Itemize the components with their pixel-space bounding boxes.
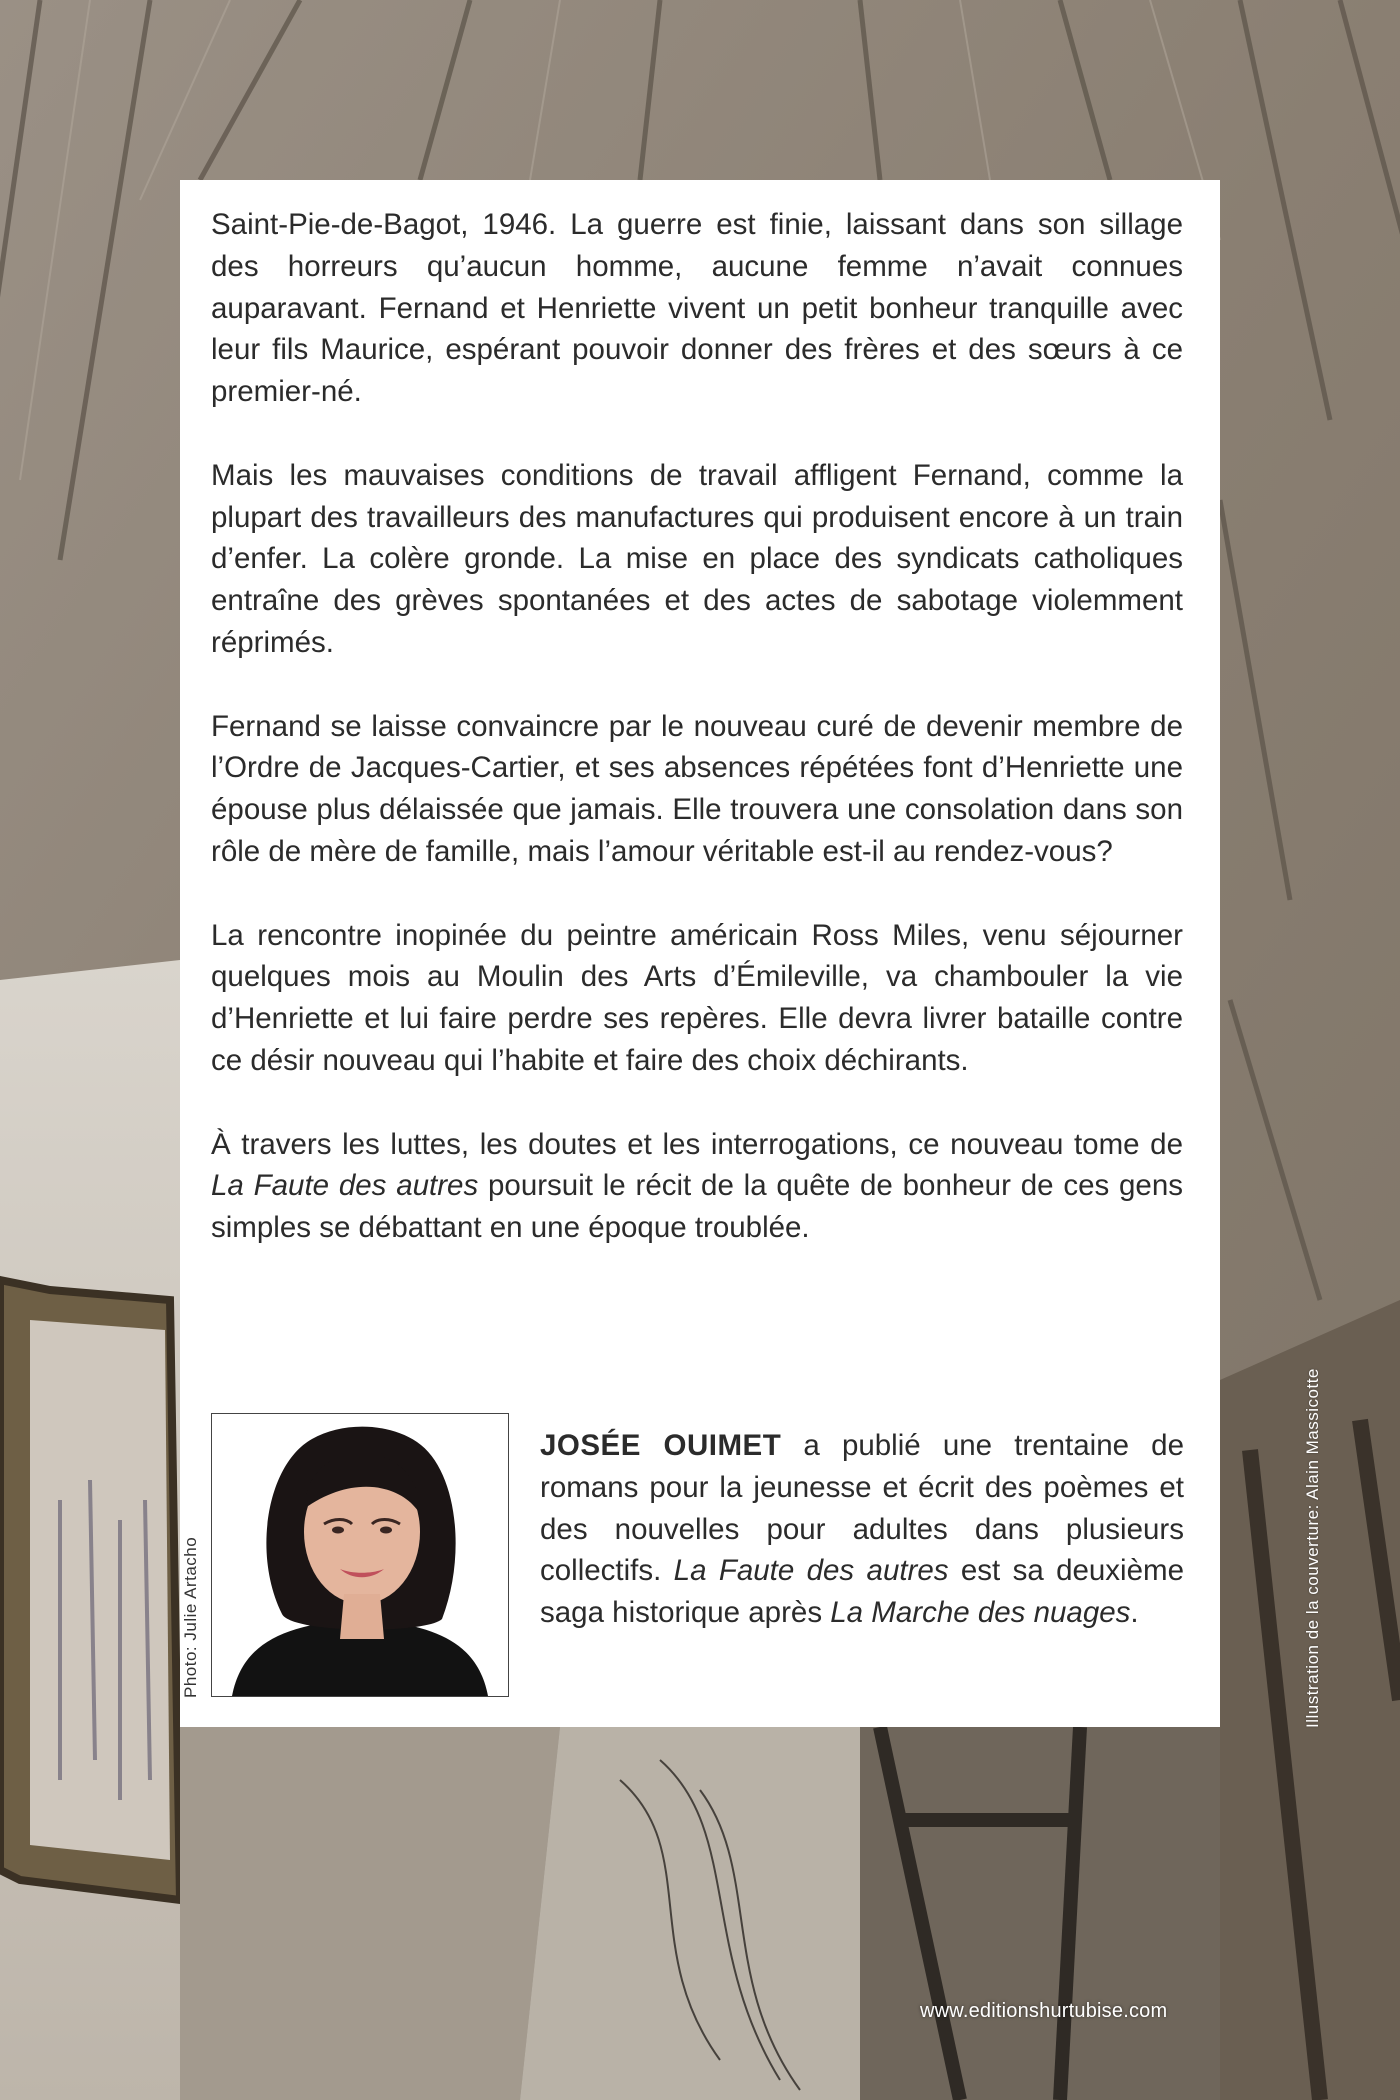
author-bio	[540, 1425, 1184, 1634]
book-title: La Faute des autres	[211, 1169, 479, 1203]
author-bio-text-1: a publié une trentaine de romans pour la jeunesse et écrit des poèmes et des nouvelles pour adultes dans plusieurs collectifs.	[540, 1429, 1184, 1588]
photo-credit: Photo: Julie Artacho	[181, 1536, 200, 1698]
publisher-website-link[interactable]: www.editionshurtubise.com	[920, 2000, 1168, 2022]
synopsis-paragraph-2: Mais les mauvaises conditions de travail affligent Fernand, comme la plupart des travailleurs des manufactures qui produisent encore à un train d’enfer. La colère gronde. La mise en place des syndicats catholiques entraîne des grèves spontanées et des actes de sabotage violemment réprimés.	[211, 458, 1183, 659]
author-bio-text-2: est sa deuxième saga historique après	[540, 1554, 1185, 1630]
synopsis-paragraph-5	[211, 1124, 1183, 1249]
synopsis-p5-text-end: poursuit le récit de la quête de bonheur de ces gens simples se débattant en une époque troublée.	[211, 1169, 1183, 1245]
author-bio-title-2: La Marche des nuages	[830, 1596, 1131, 1630]
synopsis-paragraph-1: Saint-Pie-de-Bagot, 1946. La guerre est finie, laissant dans son sillage des horreurs qu’aucun homme, aucune femme n’avait connues auparavant. Fernand et Henriette vivent un petit bonheur tranquille avec leur fils Maurice, espérant pouvoir donner des frères et des sœurs à ce premier-né.	[211, 208, 1183, 409]
synopsis-paragraph-4: La rencontre inopinée du peintre américain Ross Miles, venu séjourner quelques mois au Moulin des Arts d’Émileville, va chambouler la vie d’Henriette et lui faire perdre ses repères. Elle devra livrer bataille contre ce désir nouveau qui l’habite et faire des choix déchirants.	[211, 918, 1183, 1077]
synopsis	[211, 204, 1183, 1249]
author-bio-title-1: La Faute des autres	[673, 1554, 949, 1588]
synopsis-p5-text-start: À travers les luttes, les doutes et les interrogations, ce nouveau tome de	[211, 1127, 1183, 1161]
author-photo	[211, 1413, 509, 1697]
author-bio-text-3: .	[1130, 1596, 1139, 1630]
back-cover-text-panel	[180, 180, 1220, 1727]
synopsis-paragraph-3: Fernand se laisse convaincre par le nouveau curé de devenir membre de l’Ordre de Jacques-Cartier, et ses absences répétées font d’Henriette une épouse plus délaissée que jamais. Elle trouvera une consolation dans son rôle de mère de famille, mais l’amour véritable est-il au rendez-vous?	[211, 709, 1183, 868]
author-name: JOSÉE OUIMET	[540, 1429, 782, 1462]
cover-illustration-credit: Illustration de la couverture: Alain Massicotte	[1303, 1368, 1322, 1728]
